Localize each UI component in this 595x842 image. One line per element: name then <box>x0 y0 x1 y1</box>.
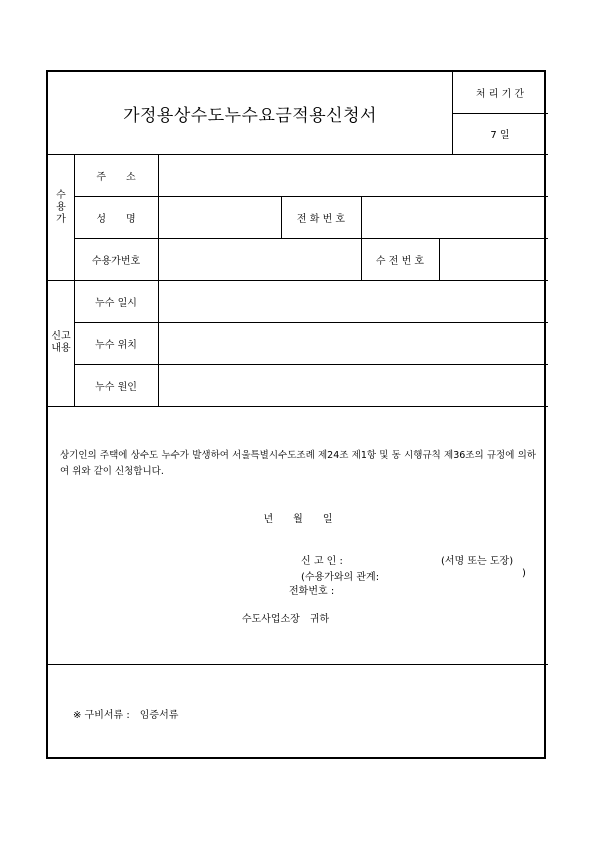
name-field[interactable] <box>159 197 281 238</box>
leak-cause-field[interactable] <box>159 365 548 406</box>
phone-field[interactable] <box>362 197 548 238</box>
report-group-label: 신고 내용 <box>51 331 71 354</box>
address-label: 주 소 <box>96 171 136 183</box>
leak-date-field[interactable] <box>159 281 548 322</box>
divider <box>48 664 548 665</box>
customer-number-field[interactable] <box>159 239 361 280</box>
customer-number-label: 수용가번호 <box>91 255 141 267</box>
signer-phone-field[interactable] <box>348 580 468 594</box>
applicant-label: 신 고 인 : <box>301 556 343 567</box>
form-title: 가정용상수도누수요금적용신청서 <box>123 105 377 126</box>
meter-number-field[interactable] <box>440 239 548 280</box>
processing-period-label: 처 리 기 간 <box>475 89 525 100</box>
name-label: 성 명 <box>96 213 136 225</box>
processing-period-value: 7 일 <box>490 130 510 141</box>
relation-field[interactable] <box>403 566 518 580</box>
attachments-note: ※ 구비서류 : 임증서류 <box>73 710 179 721</box>
application-form <box>46 70 546 759</box>
recipient: 수도사업소장 귀하 <box>241 614 330 625</box>
leak-cause-label: 누수 원인 <box>95 381 137 393</box>
phone-label: 전 화 번 호 <box>296 213 346 225</box>
leak-date-label: 누수 일시 <box>95 297 137 309</box>
address-field[interactable] <box>159 155 548 196</box>
signer-phone-label: 전화번호 : <box>289 586 335 597</box>
relation-label: (수용가와의 관계: <box>301 572 380 583</box>
date-line: 년 월 일 <box>263 514 333 525</box>
statement-text: 상기인의 주택에 상수도 누수가 발생하여 서울특별시수도조례 제24조 제1항 및 동 시행규칙 제36조의 규정에 의하여 위와 같이 신청합니다. <box>60 450 536 477</box>
applicant-name-field[interactable] <box>360 550 440 564</box>
meter-number-label: 수 전 번 호 <box>375 255 425 267</box>
applicant-group-label: 수 용 가 <box>56 190 66 225</box>
sign-note: (서명 또는 도장) <box>441 556 514 567</box>
relation-close: ) <box>522 568 526 579</box>
leak-location-field[interactable] <box>159 323 548 364</box>
leak-location-label: 누수 위치 <box>95 339 137 351</box>
divider <box>48 406 548 407</box>
